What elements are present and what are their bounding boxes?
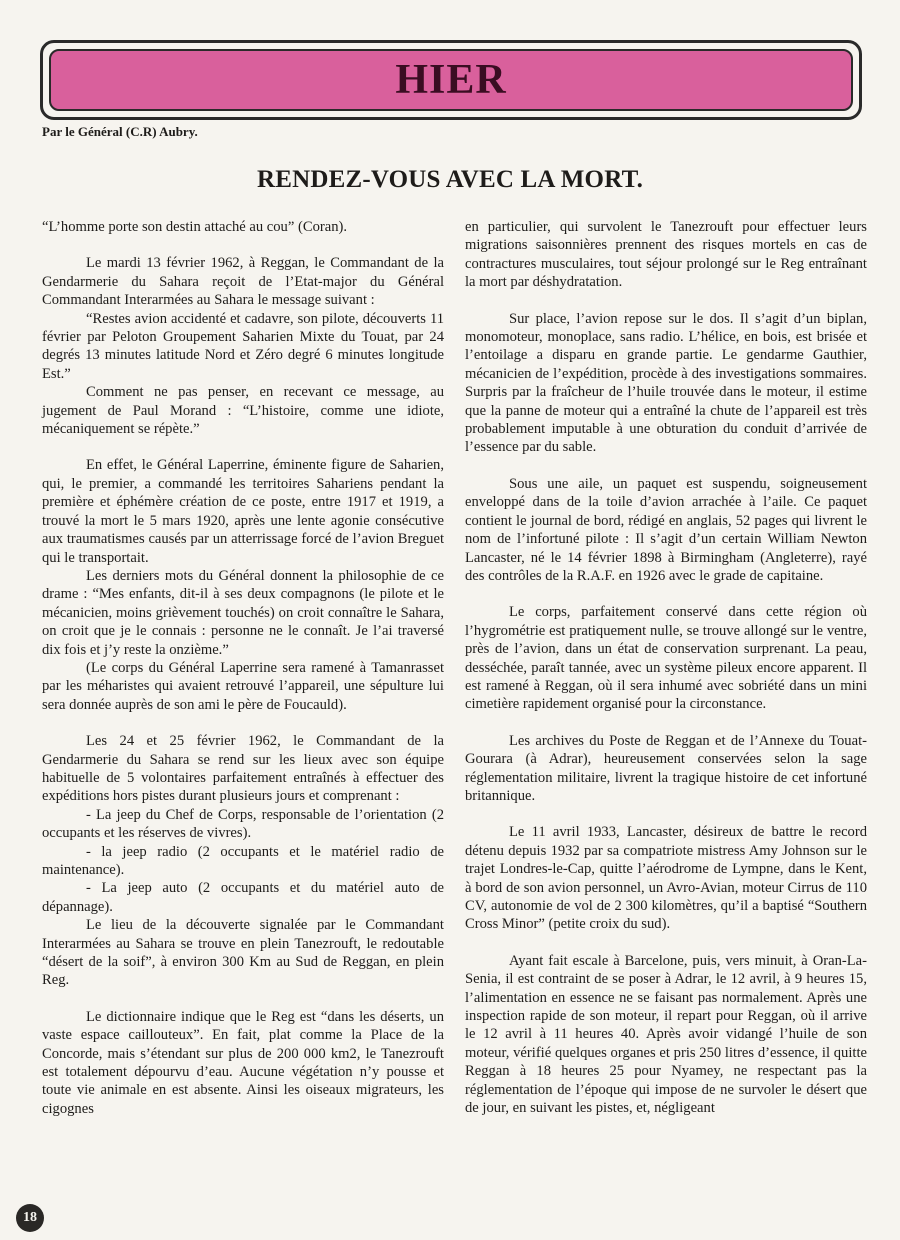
list-item: - la jeep radio (2 occupants et le matériel radio de maintenance). xyxy=(42,843,444,878)
paragraph: En effet, le Général Laperrine, éminente figure de Saharien, qui, le premier, a commandé les territoires Sahariens pendant la première et éphémère création de ce poste, entre 1917 et 1919, a trouvé la mort le 5 mars 1920, après une lente agonie consécutive aux traumatismes causés par un atterrissage forcé de l’avion Breguet qui le transportait. xyxy=(42,457,444,566)
list-item: - La jeep auto (2 occupants et du matériel auto de dépannage). xyxy=(42,880,444,915)
paragraph: Ayant fait escale à Barcelone, puis, vers minuit, à Oran-La-Senia, il est contraint de se poser à Adrar, le 12 avril, à 9 heures 15, l’alimentation en essence ne se faisant pas normalement. Après une inspection rapide de son moteur, il repart pour Reggan, où il arrive le 12 avril à 11 heures 40. Après avoir vidangé l’huile de son moteur, vérifié quelques organes et pris 250 litres d’essence, il quitte Reggan à 18 heures 25 pour Nyamey, ne respectant pas la réglementation de l’époque qui impose de ne survoler le désert que de jour, en suivant les pistes, et, négligeant xyxy=(465,952,867,1117)
paragraph: Le corps, parfaitement conservé dans cette région où l’hygrométrie est pratiquement nulle, se trouve allongé sur le ventre, près de l’avion, dans un état de conservation surprenant. La peau, desséchée, paraît tannée, avec un système pileux encore apparent. Il est ramené à Reggan, où il sera inhumé avec sobriété dans un mini cimetière rapidement organisé pour la circonstance. xyxy=(465,604,867,713)
quoted-message: “Restes avion accidenté et cadavre, son pilote, découverts 11 février par Peloton Groupement Saharien Mixte du Touat, par 24 degrés 13 minutes latitude Nord et Zéro degré 6 minutes longitude Est.” xyxy=(42,310,444,382)
right-column xyxy=(465,218,867,1117)
paragraph: Comment ne pas penser, en recevant ce message, au jugement de Paul Morand : “L’histoire, comme une idiote, mécaniquement se répète.” xyxy=(42,384,444,438)
article-headline: RENDEZ-VOUS AVEC LA MORT. xyxy=(256,166,644,193)
section-banner xyxy=(40,40,862,120)
paragraph: Le dictionnaire indique que le Reg est “dans les déserts, un vaste espace caillouteux”. En fait, plat comme la Place de la Concorde, mais s’étendant sur plus de 200 000 km2, le Tanezrouft est totalement dépourvu d’eau. Aucune végétation n’y pousse et toute vie animale en est absente. Ainsi les oiseaux migrateurs, les cigognes xyxy=(42,1008,444,1117)
paragraph: Le mardi 13 février 1962, à Reggan, le Commandant de la Gendarmerie du Sahara reçoit de l’Etat-major du Général Commandant Interarmées au Sahara le message suivant : xyxy=(42,255,444,309)
paragraph: Les derniers mots du Général donnent la philosophie de ce drame : “Mes enfants, dit-il à ses deux compagnons (le pilote et le mécanicien, moins grièvement touchés) on croit connaître le Sahara, on croit que je le connais : personne ne le connaît. Je l’ai traversé dix fois et j’y reste la onzième.” xyxy=(42,567,444,658)
paragraph: Sous une aile, un paquet est suspendu, soigneusement enveloppé dans de la toile d’avion arrachée à l’aile. Ce paquet contient le journal de bord, rédigé en anglais, 52 pages qui livrent le nom de l’infortuné pilote : Il s’agit d’un certain William Newton Lancaster, né le 14 février 1898 à Birmingham (Angleterre), rayé des contrôles de la R.A.F. en 1926 avec le grade de capitaine. xyxy=(465,475,867,584)
section-title: HIER xyxy=(395,57,507,103)
section-banner-fill xyxy=(49,49,853,111)
paragraph: (Le corps du Général Laperrine sera ramené à Tamanrasset par les méharistes qui avaient retrouvé l’appareil, une sépulture lui sera donnée auprès de son ami le père de Foucauld). xyxy=(42,659,444,713)
paragraph: Les 24 et 25 février 1962, le Commandant de la Gendarmerie du Sahara se rend sur les lieux avec son équipe habituelle de 5 volontaires parfaitement entraînés à effectuer des expéditions hors pistes durant plusieurs jours et comprenant : xyxy=(42,733,444,805)
paragraph: Le lieu de la découverte signalée par le Commandant Interarmées au Sahara se trouve en plein Tanezrouft, le redoutable “désert de la soif”, à environ 300 Km au Sud de Reggan, en plein Reg. xyxy=(42,917,444,989)
paragraph: Le 11 avril 1933, Lancaster, désireux de battre le record détenu depuis 1932 par sa compatriote mistress Amy Johnson sur le trajet Londres-le-Cap, quitte l’aérodrome de Lympne, dans le Kent, à bord de son avion personnel, un Avro-Avian, moteur Cirrus de 110 CV, autonomie de vol de 2 300 kilomètres, qu’il a baptisé “Southern Cross Minor” (petite croix du sud). xyxy=(465,824,867,933)
paragraph: en particulier, qui survolent le Tanezrouft pour effectuer leurs migrations saisonnières prennent des risques mortels en cas de contractures musculaires, tout séjour prolongé sur le Reg entraînant la mort par déshydratation. xyxy=(465,219,867,291)
author-byline: Par le Général (C.R) Aubry. xyxy=(42,124,198,139)
page-number: 18 xyxy=(16,1204,44,1232)
paragraph: Sur place, l’avion repose sur le dos. Il s’agit d’un biplan, monomoteur, monoplace, sans radio. L’hélice, en bois, est brisée et l’entoilage a disparu en grande partie. Le gendarme Gauthier, mécanicien de l’expédition, procède à des investigations sommaires. Surpris par la fraîcheur de l’huile trouvée dans le moteur, il estime que la panne de moteur qui a entraîné la chute de l’appareil est très probablement imputable à une obturation du conduit d’arrivée de l’essence par du sable. xyxy=(465,310,867,456)
list-item: - La jeep du Chef de Corps, responsable de l’orientation (2 occupants et les réserves de vivres). xyxy=(42,806,444,842)
epigraph: “L’homme porte son destin attaché au cou” (Coran). xyxy=(42,219,348,235)
paragraph: Les archives du Poste de Reggan et de l’Annexe du Touat-Gourara (à Adrar), heureusement conservées selon la sage réglementation militaire, livrent la tragique histoire de cet infortuné britannique. xyxy=(465,732,867,804)
left-column xyxy=(42,218,444,1118)
